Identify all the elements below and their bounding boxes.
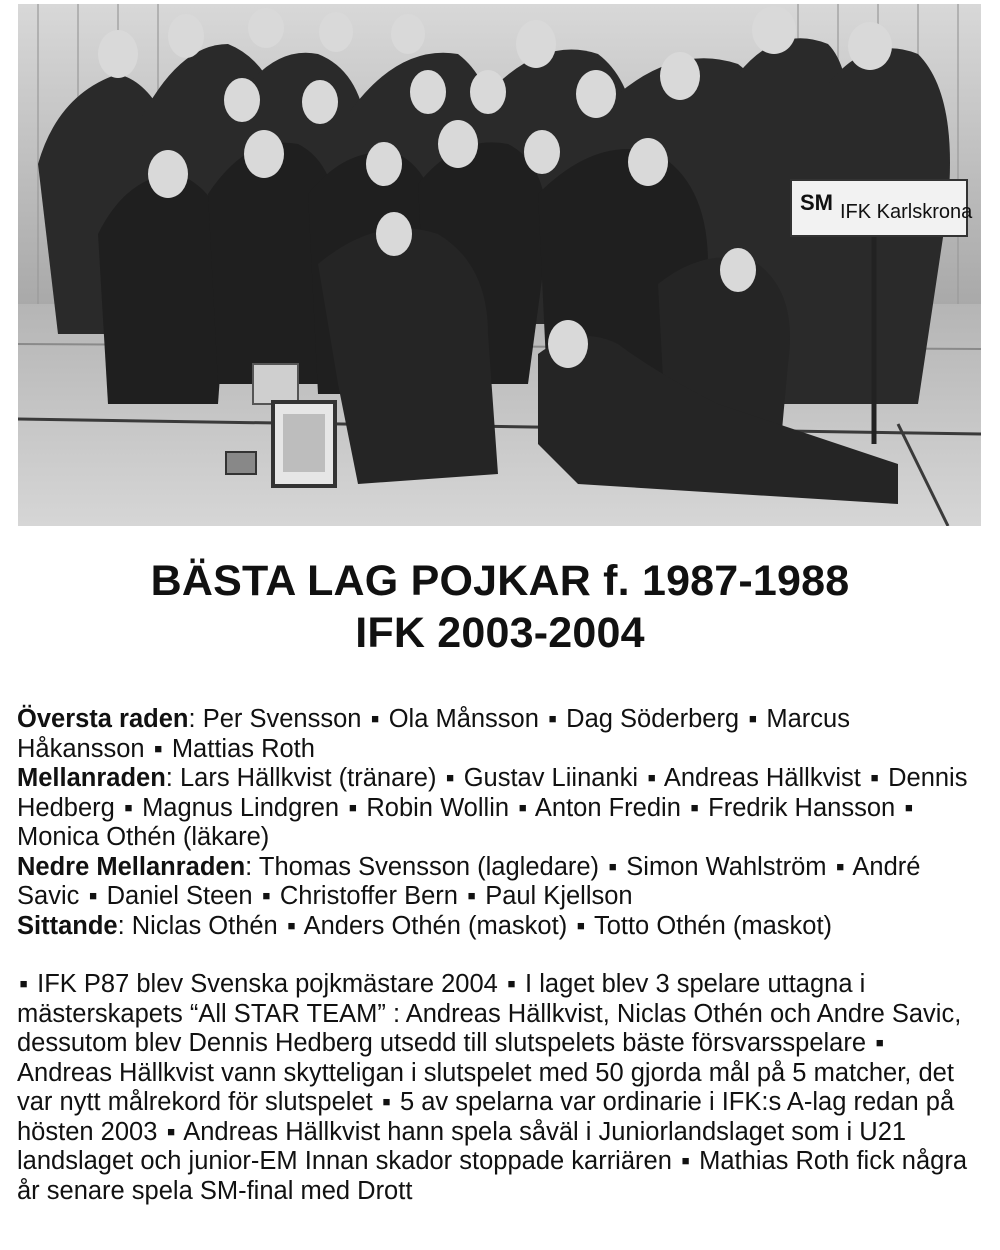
person-name: Robin Wollin: [366, 793, 510, 822]
row-3: Nedre Mellanraden: Thomas Svensson (lagledare) ▪ Simon Wahlström ▪ André Savic ▪ Daniel Steen ▪ Christoffer Bern ▪ Paul Kjellson: [17, 852, 921, 910]
person-name: Daniel Steen: [106, 882, 253, 910]
separator-bullet: ▪: [381, 1088, 391, 1116]
separator-bullet: ▪: [506, 970, 516, 998]
person-name: Marcus Håkansson: [17, 705, 850, 763]
separator-bullet: ▪: [689, 793, 700, 822]
person-name: Fredrik Hansson: [708, 793, 896, 822]
team-notes: [17, 970, 982, 1206]
person-name: Totto Othén (maskot): [593, 911, 833, 940]
team-photo: [18, 4, 981, 526]
person-name: Mattias Roth: [171, 734, 315, 763]
person-name: Anton Fredin: [534, 793, 681, 822]
person-name: Ola Månsson: [388, 705, 539, 733]
separator-bullet: ▪: [518, 793, 528, 822]
row-label: Mellanraden: [17, 764, 166, 792]
person-name: Andreas Hällkvist: [663, 764, 861, 792]
person-name: Simon Wahlström: [626, 852, 827, 881]
note-text: Mathias Roth fick några år senare spela SM-final med Drott: [17, 1147, 967, 1205]
row-4: Sittande: Niclas Othén ▪ Anders Othén (maskot) ▪ Totto Othén (maskot): [17, 911, 833, 940]
team-sign-team: IFK Karlskrona: [840, 201, 973, 223]
title-line-2: IFK 2003-2004: [355, 609, 645, 657]
note-text: IFK P87 blev Svenska pojkmästare 2004: [37, 970, 498, 998]
separator-bullet: ▪: [445, 764, 455, 792]
player-rows: [17, 705, 977, 941]
separator-bullet: ▪: [647, 764, 657, 792]
note-text: Andreas Hällkvist hann spela såväl i Juniorlandslaget som i U21 landslaget och junior-EM Innan skador stoppade karriären: [17, 1117, 907, 1175]
person-name: Lars Hällkvist (tränare): [179, 764, 437, 792]
separator-bullet: ▪: [875, 1029, 885, 1057]
row-label: Sittande: [17, 911, 118, 940]
person-name: Magnus Lindgren: [142, 793, 340, 822]
separator-bullet: ▪: [261, 882, 271, 910]
row-2: Mellanraden: Lars Hällkvist (tränare) ▪ Gustav Liinanki ▪ Andreas Hällkvist ▪ Dennis Hedberg ▪ Magnus Lindgren ▪ Robin Wollin ▪ Anton Fredin ▪ Fredrik Hansson ▪ Monica Othén (läkare): [17, 764, 968, 851]
person-name: Niclas Othén: [131, 911, 278, 940]
notes-paragraph: [17, 970, 982, 1206]
person-name: André Savic: [17, 852, 921, 910]
separator-bullet: ▪: [835, 852, 845, 881]
team-photo-illustration: [18, 4, 981, 526]
row-label: Nedre Mellanraden: [17, 852, 246, 881]
separator-bullet: ▪: [370, 705, 380, 733]
page-title: [0, 555, 1000, 659]
title-line-1: BÄSTA LAG POJKAR f. 1987-1988: [150, 557, 850, 605]
separator-bullet: ▪: [88, 882, 98, 910]
separator-bullet: ▪: [348, 793, 358, 822]
person-name: Per Svensson: [202, 705, 362, 733]
separator-bullet: ▪: [153, 734, 163, 763]
row-label: Översta raden: [17, 705, 189, 733]
person-name: Anders Othén (maskot): [303, 911, 568, 940]
separator-bullet: ▪: [869, 764, 879, 792]
person-name: Christoffer Bern: [279, 882, 458, 910]
separator-bullet: ▪: [467, 882, 477, 910]
separator-bullet: ▪: [576, 911, 586, 940]
separator-bullet: ▪: [166, 1117, 176, 1146]
person-name: Thomas Svensson (lagledare): [258, 852, 600, 881]
person-name: Dag Söderberg: [566, 705, 740, 733]
separator-bullet: ▪: [286, 911, 296, 940]
separator-bullet: ▪: [680, 1147, 691, 1175]
separator-bullet: ▪: [608, 852, 618, 881]
separator-bullet: ▪: [19, 970, 29, 998]
note-text: 5 av spelarna var ordinarie i IFK:s A-lag redan på hösten 2003: [17, 1088, 955, 1146]
person-name: Gustav Liinanki: [463, 764, 639, 792]
row-1: Översta raden: Per Svensson ▪ Ola Månsson ▪ Dag Söderberg ▪ Marcus Håkansson ▪ Mattias Roth: [17, 705, 850, 763]
separator-bullet: ▪: [748, 705, 758, 733]
note-text: I laget blev 3 spelare uttagna i mästerskapets “All STAR TEAM” : Andreas Hällkvist, Niclas Othén och Andre Savic, dessutom blev Dennis Hedberg utsedd till slutspelets bäste försvarsspelare: [17, 970, 962, 1057]
person-name: Dennis Hedberg: [17, 764, 968, 822]
person-name: Monica Othén (läkare): [17, 823, 270, 851]
separator-bullet: ▪: [904, 793, 914, 822]
separator-bullet: ▪: [548, 705, 558, 733]
note-text: Andreas Hällkvist vann skytteligan i slutspelet med 50 gjorda mål på 5 matcher, det var nytt målrekord för slutspelet: [17, 1058, 954, 1116]
person-name: Paul Kjellson: [485, 882, 633, 910]
team-sign-brand: SM: [800, 190, 833, 215]
separator-bullet: ▪: [123, 793, 133, 822]
